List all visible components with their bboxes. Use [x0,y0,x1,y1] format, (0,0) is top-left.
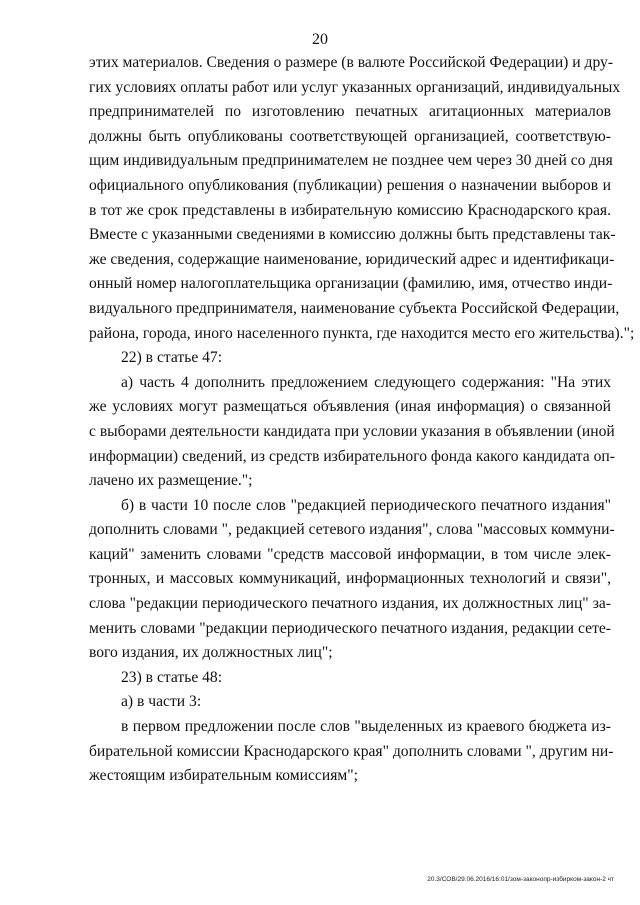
text-line: 23) в статье 48: [121,668,223,686]
text-line: лачено их размещение."; [89,472,253,490]
text-line: бирательной комиссии Краснодарского края" дополнить словами ", другим ни- [89,742,614,760]
text-line: жестоящим избирательным комиссиям"; [89,767,358,785]
text-line: щим индивидуальным предпринимателем не позднее чем через 30 дней со дня [89,152,613,170]
text-line: а) часть 4 дополнить предложением следующего содержания: "На этих [121,373,611,391]
document-body [89,51,635,789]
text-line: видуального предпринимателя, наименование субъекта Российской Федерации, [89,299,620,317]
text-line: каций" заменить словами "средств массовой информации, в том числе элек- [89,545,611,563]
text-line: официального опубликования (публикации) решения о назначении выборов и [89,176,611,194]
page-number: 20 [312,31,328,48]
text-line: гих условиях оплаты работ или услуг указанных организаций, индивидуальных [89,78,621,96]
text-line: вого издания, их должностных лиц"; [89,644,333,662]
text-line: б) в части 10 после слов "редакцией периодического печатного издания" [121,496,611,514]
text-line: информации) сведений, из средств избирательного фонда какого кандидата оп- [89,447,615,465]
text-line: дополнить словами ", редакцией сетевого издания", слова "массовых коммуни- [89,521,615,539]
document-footer-code: 20.3/СОВ/29.06.2016/16:01/зом-законопр-избирком-закон-2 чт [427,876,614,883]
text-line: тронных, и массовых коммуникаций, информационных технологий и связи", [89,570,611,588]
text-line: с выборами деятельности кандидата при условии указания в объявлении (иной [89,422,615,440]
text-line: района, города, иного населенного пункта, где находится место его жительства)."; [89,324,635,342]
text-line: же сведения, содержащие наименование, юридический адрес и идентификаци- [89,250,615,268]
text-line: этих материалов. Сведения о размере (в валюте Российской Федерации) и дру- [89,54,614,71]
text-line: в первом предложении после слов "выделенных из краевого бюджета из- [121,718,611,736]
text-line: же условиях могут размещаться объявления (иная информация) о связанной [89,398,611,416]
text-line: предпринимателей по изготовлению печатных агитационных материалов [89,103,611,121]
text-line: должны быть опубликованы соответствующей организацией, соответствую- [89,127,611,145]
text-line: слова "редакции периодического печатного издания, их должностных лиц" за- [89,595,611,613]
text-line: в тот же срок представлены в избирательную комиссию Краснодарского края. [89,201,611,219]
text-line: 22) в статье 47: [121,349,223,367]
text-line: а) в части 3: [121,693,202,711]
text-line: Вместе с указанными сведениями в комиссию должны быть представлены так- [89,226,616,244]
text-line: менить словами "редакции периодического печатного издания, редакции сете- [89,619,611,637]
text-line: онный номер налогоплательщика организации (фамилию, имя, отчество инди- [89,275,613,293]
